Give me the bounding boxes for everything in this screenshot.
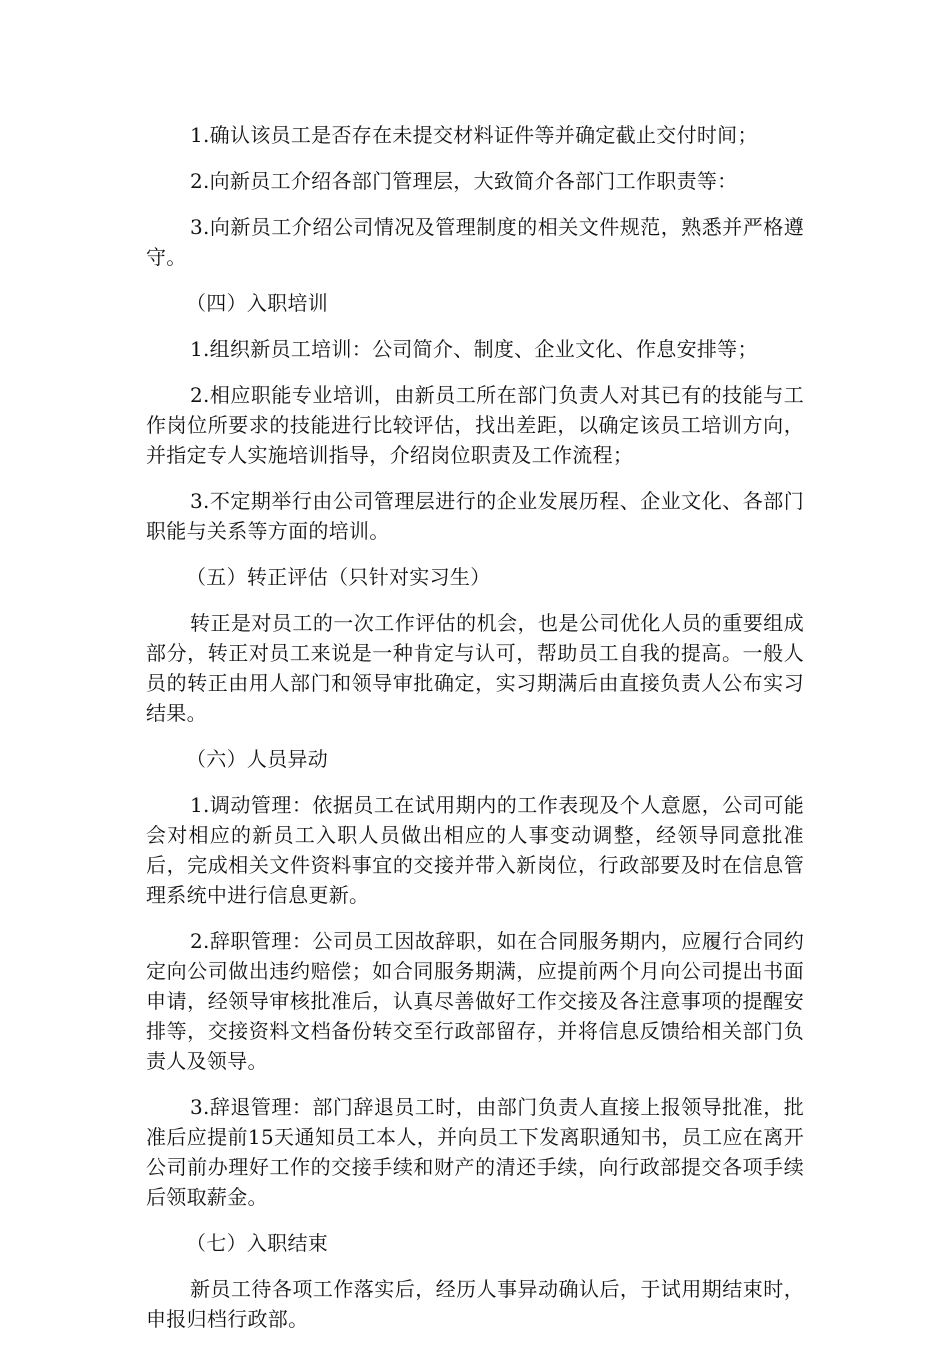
section-heading-probation-review: （五）转正评估（只针对实习生）	[186, 565, 491, 589]
document-page	[146, 120, 804, 1350]
paragraph-transfer-management: 1.调动管理：依据员工在试用期内的工作表现及个人意愿，公司可能会对相应的新员工入职人员做出相应的人事变动调整，经领导同意批准后，完成相关文件资料事宜的交接并带入新岗位，行政部要及时在信息管理系统中进行信息更新。	[146, 793, 804, 907]
section-heading-onboarding-end: （七）入职结束	[186, 1231, 329, 1255]
section-heading-onboarding-training: （四）入职培训	[186, 291, 329, 315]
paragraph-professional-training: 2.相应职能专业培训，由新员工所在部门负责人对其已有的技能与工作岗位所要求的技能进行比较评估，找出差距，以确定该员工培训方向，并指定专人实施培训指导，介绍岗位职责及工作流程；	[146, 383, 804, 467]
paragraph-probation-review: 转正是对员工的一次工作评估的机会，也是公司优化人员的重要组成部分，转正对员工来说是一种肯定与认可，帮助员工自我的提高。一般人员的转正由用人部门和领导审批确定，实习期满后由直接负责人公布实习结果。	[146, 611, 804, 725]
paragraph-introduce-company: 3.向新员工介绍公司情况及管理制度的相关文件规范，熟悉并严格遵守。	[146, 215, 804, 269]
paragraph-introduce-management: 2.向新员工介绍各部门管理层，大致简介各部门工作职责等：	[190, 169, 738, 193]
paragraph-confirm-documents: 1.确认该员工是否存在未提交材料证件等并确定截止交付时间；	[190, 123, 758, 147]
paragraph-onboarding-end: 新员工待各项工作落实后，经历人事异动确认后，于试用期结束时，申报归档行政部。	[146, 1277, 804, 1331]
paragraph-resignation-management: 2.辞职管理：公司员工因故辞职，如在合同服务期内，应履行合同约定向公司做出违约赔偿；如合同服务期满，应提前两个月向公司提出书面申请，经领导审核批准后，认真尽善做好工作交接及各注意事项的提醒安排等，交接资料文档备份转交至行政部留存，并将信息反馈给相关部门负责人及领导。	[146, 929, 804, 1073]
paragraph-organize-training: 1.组织新员工培训：公司简介、制度、企业文化、作息安排等；	[190, 337, 758, 361]
section-heading-personnel-changes: （六）人员异动	[186, 747, 329, 771]
paragraph-periodic-training: 3.不定期举行由公司管理层进行的企业发展历程、企业文化、各部门职能与关系等方面的培训。	[146, 489, 804, 543]
paragraph-dismissal-management: 3.辞退管理：部门辞退员工时，由部门负责人直接上报领导批准，批准后应提前15天通知员工本人，并向员工下发离职通知书，员工应在离开公司前办理好工作的交接手续和财产的清还手续，向行政部提交各项手续后领取薪金。	[146, 1095, 804, 1209]
